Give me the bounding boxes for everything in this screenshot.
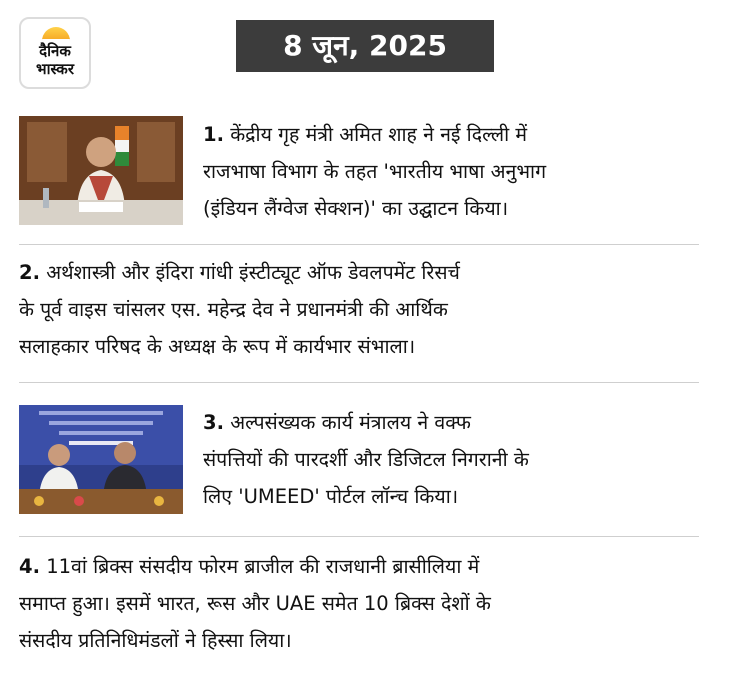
item-4-text [19,548,491,659]
item-2-line-1 [19,254,460,291]
sun-icon [42,27,70,41]
item-4-number: 4. [19,555,40,578]
item-1-photo [19,116,183,225]
logo-line-1: दैनिक [39,42,71,60]
item-3-photo [19,405,183,514]
item-2-line-2: के पूर्व वाइस चांसलर एस. महेन्द्र देव ने प्रधानमंत्री की आर्थिक [19,298,448,321]
divider-2 [19,382,699,383]
item-1-line-2: राजभाषा विभाग के तहत 'भारतीय भाषा अनुभाग [203,160,547,183]
logo-line-2: भास्कर [36,60,74,78]
item-1-line-1 [203,116,546,153]
item-2-number: 2. [19,261,40,284]
dainik-bhaskar-logo [19,17,91,89]
item-2-line-1-text: अर्थशास्त्री और इंदिरा गांधी इंस्टीट्यूट ऑफ डेवलपमेंट रिसर्च [46,261,460,284]
divider-1 [19,244,699,245]
item-3-line-3: लिए 'UMEED' पोर्टल लॉन्च किया। [203,485,459,508]
portal-launch-photo-illustration [19,405,183,514]
item-1-line-3: (इंडियन लैंग्वेज सेक्शन)' का उद्घाटन किया। [203,197,509,220]
item-3-line-2: संपत्तियों की पारदर्शी और डिजिटल निगरानी के [203,448,529,471]
minister-photo-illustration [19,116,183,225]
item-4-line-2: समाप्त हुआ। इसमें भारत, रूस और UAE समेत 10 ब्रिक्स देशों के [19,592,491,615]
item-1-line-1-text: केंद्रीय गृह मंत्री अमित शाह ने नई दिल्ली में [230,123,528,146]
item-3-line-1 [203,404,529,441]
item-4-line-1 [19,548,491,585]
item-2-text [19,254,460,365]
item-4-line-1-text: 11वां ब्रिक्स संसदीय फोरम ब्राजील की राजधानी ब्रासीलिया में [46,555,480,578]
item-1-number: 1. [203,123,224,146]
item-2-line-3: सलाहकार परिषद के अध्यक्ष के रूप में कार्यभार संभाला। [19,335,416,358]
item-3-number: 3. [203,411,224,434]
divider-3 [19,536,699,537]
item-3-text [203,404,529,515]
item-3-line-1-text: अल्पसंख्यक कार्य मंत्रालय ने वक्फ [230,411,471,434]
item-4-line-3: संसदीय प्रतिनिधिमंडलों ने हिस्सा लिया। [19,629,292,652]
item-1-text [203,116,546,227]
date-banner: 8 जून, 2025 [236,20,494,72]
